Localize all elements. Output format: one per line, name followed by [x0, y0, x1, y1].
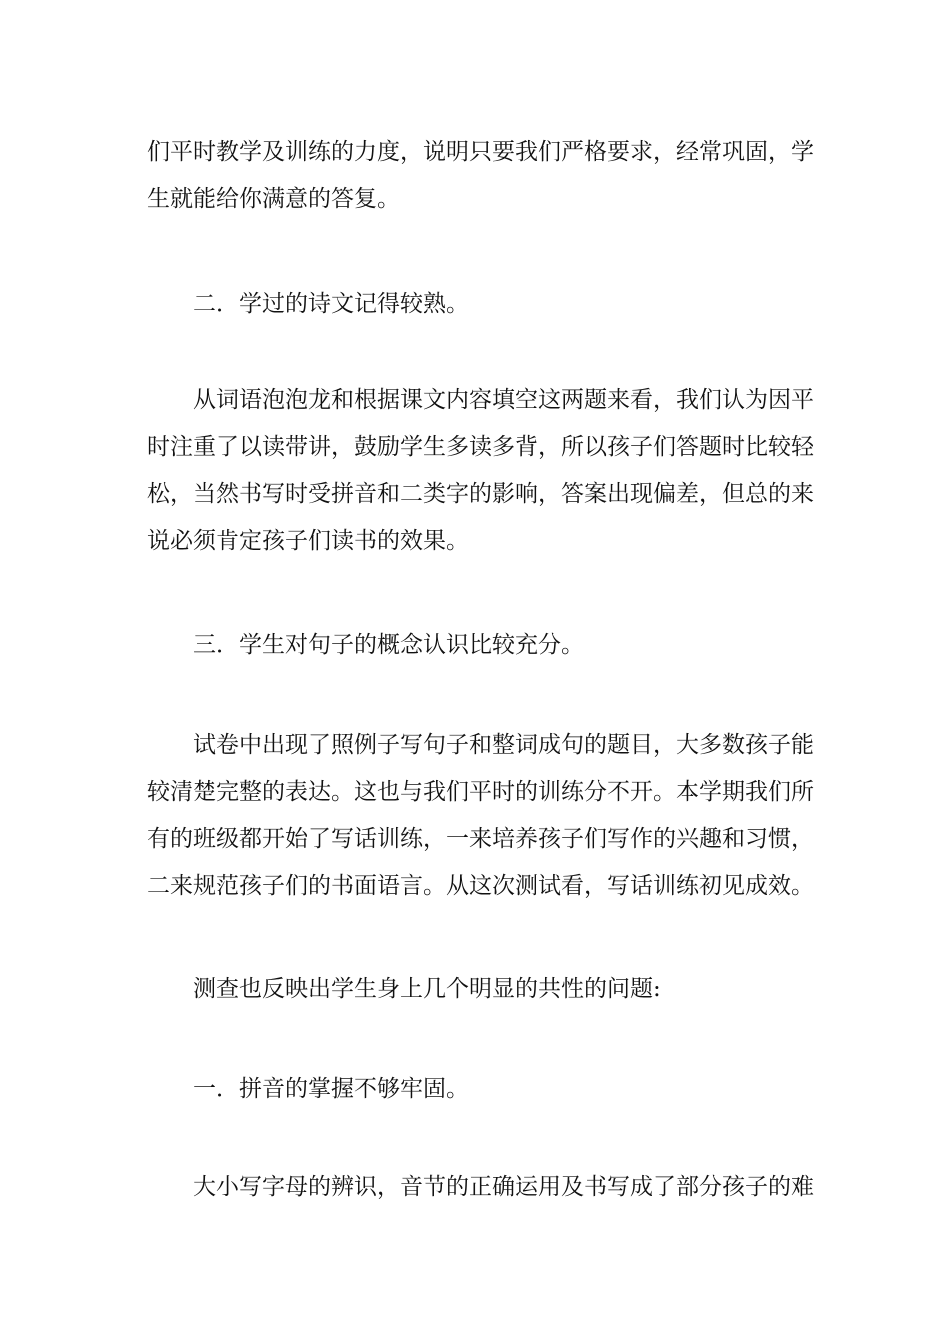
text-line: 二．学过的诗文记得较熟。: [193, 291, 469, 317]
section-heading-2: [147, 281, 812, 328]
paragraph-poetry: [147, 377, 812, 565]
text-line: 较清楚完整的表达。这也与我们平时的训练分不开。本学期我们所: [147, 779, 814, 805]
paragraph-problems-intro: [147, 966, 812, 1013]
section-heading-3: [147, 622, 812, 669]
text-line: 大小写字母的辨识，音节的正确运用及书写成了部分孩子的难: [193, 1174, 814, 1200]
paragraph-continuation: [147, 129, 812, 223]
text-line: 有的班级都开始了写话训练，一来培养孩子们写作的兴趣和习惯，: [147, 826, 814, 852]
text-line: 试卷中出现了照例子写句子和整词成句的题目，大多数孩子能: [193, 732, 814, 758]
text-line: 测查也反映出学生身上几个明显的共性的问题:: [193, 976, 661, 1002]
paragraph-sentences: [147, 722, 812, 910]
text-line: 二来规范孩子们的书面语言。从这次测试看，写话训练初见成效。: [147, 873, 814, 899]
text-line: 说必须肯定孩子们读书的效果。: [147, 528, 469, 554]
text-line: 三．学生对句子的概念认识比较充分。: [193, 632, 584, 658]
text-line: 一．拼音的掌握不够牢固。: [193, 1076, 469, 1102]
text-line: 时注重了以读带讲，鼓励学生多读多背，所以孩子们答题时比较轻: [147, 434, 814, 460]
paragraph-pinyin: [147, 1164, 812, 1211]
text-line: 们平时教学及训练的力度，说明只要我们严格要求，经常巩固，学: [147, 139, 814, 165]
text-line: 从词语泡泡龙和根据课文内容填空这两题来看，我们认为因平: [193, 387, 814, 413]
text-line: 生就能给你满意的答复。: [147, 186, 400, 212]
section-heading-1: [147, 1066, 812, 1113]
text-line: 松，当然书写时受拼音和二类字的影响，答案出现偏差，但总的来: [147, 481, 814, 507]
